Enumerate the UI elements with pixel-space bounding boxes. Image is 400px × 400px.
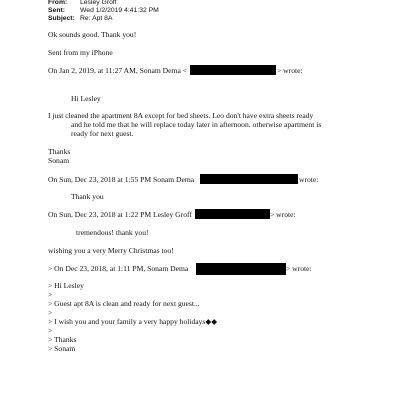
subject-label: Subject:: [48, 15, 75, 22]
quote4-line: >: [48, 308, 53, 317]
reply-line: Ok sounds good. Thank you!: [48, 30, 137, 39]
quote4-line: > Guest apt 8A is clean and ready for next guest...: [48, 299, 200, 308]
quote4-line: > I wish you and your family a very happy holidays◆◆: [48, 317, 218, 326]
quote1-intro-b: > wrote:: [277, 66, 303, 75]
quote4-line: > Hi Lesley: [48, 281, 84, 290]
quote1-thanks: Thanks: [48, 147, 71, 156]
quote2-intro-a: On Sun, Dec 23, 2018 at 1:55 PM Sonam Dema: [48, 175, 195, 184]
subject-value: Re: Apt 8A: [80, 15, 113, 22]
sent-label: Sent:: [48, 7, 65, 14]
redacted-email: [196, 263, 286, 275]
quote1-name: Sonam: [48, 156, 70, 165]
quote4-intro-a: > On Dec 23, 2018, at 1:11 PM, Sonam Dema: [48, 264, 189, 273]
quote1-greeting: Hi Lesley: [71, 94, 101, 103]
quote3-wish: wishing you a very Merry Christmas too!: [48, 246, 174, 255]
quote4-line: >: [48, 326, 53, 335]
quote3-text: tremendous! thank you!: [76, 228, 149, 237]
from-value: Lesley Groff: [80, 0, 117, 6]
quote4-line: >: [48, 290, 53, 299]
signature-line: Sent from my iPhone: [48, 48, 113, 57]
quote3-intro-a: On Sun, Dec 23, 2018 at 1:22 PM Lesley Groff: [48, 210, 192, 219]
quote1-paragraph-line3: ready for next guest.: [71, 129, 134, 138]
quote1-intro-a: On Jan 2, 2019, at 11:27 AM, Sonam Dema <: [48, 66, 187, 75]
from-label: From:: [48, 0, 68, 6]
sent-value: Wed 1/2/2019 4:41:32 PM: [80, 7, 159, 14]
quote2-text: Thank you: [71, 192, 104, 201]
quote4-line: > Thanks: [48, 335, 77, 344]
quote1-paragraph-line1: I just cleaned the apartment 8A except for bed sheets. Leo don't have extra sheets ready: [48, 111, 314, 120]
quote1-paragraph-line2: and he told me that he will replace today later in afternoon. otherwise apartment is: [71, 120, 322, 129]
quote2-intro-b: wrote:: [299, 175, 319, 184]
redacted-email: [200, 174, 298, 184]
quote3-intro-b: > wrote:: [270, 210, 296, 219]
quote4-line: > Sonam: [48, 344, 76, 353]
redacted-email: [190, 65, 276, 75]
redacted-email: [195, 209, 270, 219]
quote4-intro-b: > wrote:: [286, 264, 312, 273]
